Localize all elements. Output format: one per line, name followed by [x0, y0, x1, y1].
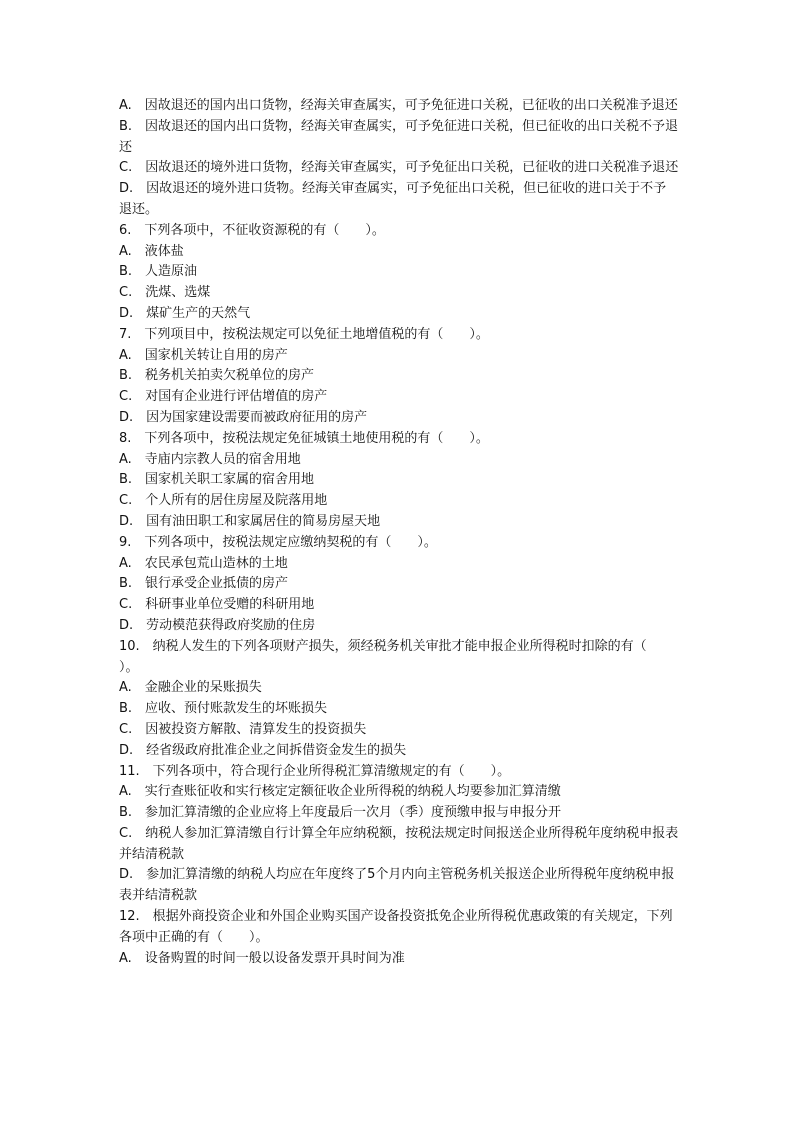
text-line: D. 煤矿生产的天然气	[119, 305, 251, 321]
text-line: A. 因故退还的国内出口货物，经海关审查属实，可予免征进口关税，已征收的出口关税准予退还	[119, 98, 678, 113]
text-line: 7. 下列项目中，按税法规定可以免征土地增值税的有（ ）。	[119, 326, 489, 342]
text-line: B. 国家机关职工家属的宿舍用地	[119, 472, 315, 488]
text-line: A. 农民承包荒山造林的土地	[119, 555, 288, 571]
text-line: B. 参加汇算清缴的企业应将上年度最后一次月（季）度预缴申报与申报分开	[119, 805, 562, 821]
text-line: A. 金融企业的呆账损失	[119, 680, 262, 696]
text-line: A. 寺庙内宗教人员的宿舍用地	[119, 451, 301, 467]
text-line: A. 国家机关转让自用的房产	[119, 347, 288, 363]
text-line: C. 纳税人参加汇算清缴自行计算全年应纳税额，按税法规定时间报送企业所得税年度纳税申报表并结清税款	[119, 825, 679, 862]
text-line: D. 劳动模范获得政府奖励的住房	[119, 617, 316, 633]
text-line: 6. 下列各项中，不征收资源税的有（ ）。	[119, 222, 385, 238]
text-line: 11. 下列各项中，符合现行企业所得税汇算清缴规定的有（ ）。	[119, 763, 511, 779]
text-line: C. 因被投资方解散、清算发生的投资损失	[119, 721, 367, 737]
text-line: B. 银行承受企业抵债的房产	[119, 576, 289, 592]
text-line: D. 因故退还的境外进口货物。经海关审查属实，可予免征出口关税，但已征收的进口关于不予退还。	[119, 181, 667, 217]
text-line: C. 对国有企业进行评估增值的房产	[119, 389, 328, 405]
text-line: B. 税务机关拍卖欠税单位的房产	[119, 368, 315, 384]
text-line: C. 因故退还的境外进口货物，经海关审查属实，可予免征出口关税，已征收的进口关税准予退还	[119, 160, 679, 176]
text-line: 9. 下列各项中，按税法规定应缴纳契税的有（ ）。	[119, 534, 437, 550]
text-line: D. 因为国家建设需要而被政府征用的房产	[119, 409, 368, 425]
text-line: 10. 纳税人发生的下列各项财产损失，须经税务机关审批才能申报企业所得税时扣除的有（ ）。	[119, 638, 673, 675]
text-line: A. 液体盐	[119, 243, 184, 259]
text-line: B. 应收、预付账款发生的坏账损失	[119, 701, 328, 717]
text-line: 8. 下列各项中，按税法规定免征城镇土地使用税的有（ ）。	[119, 430, 489, 446]
text-line: D. 经省级政府批准企业之间拆借资金发生的损失	[119, 742, 407, 758]
text-line: A. 实行查账征收和实行核定定额征收企业所得税的纳税人均要参加汇算清缴	[119, 784, 561, 800]
text-line: D. 国有油田职工和家属居住的简易房屋天地	[119, 513, 381, 529]
text-line: C. 洗煤、选煤	[119, 285, 211, 301]
text-line: D. 参加汇算清缴的纳税人均应在年度终了5个月内向主管税务机关报送企业所得税年度纳税申报表并结清税款	[119, 867, 675, 904]
text-line: C. 个人所有的居住房屋及院落用地	[119, 493, 328, 509]
text-line: 12. 根据外商投资企业和外国企业购买国产设备投资抵免企业所得税优惠政策的有关规定，下列各项中正确的有（ ）。	[119, 909, 673, 945]
text-line: A. 设备购置的时间一般以设备发票开具时间为准	[119, 950, 405, 966]
text-line: B. 因故退还的国内出口货物，经海关审查属实，可予免征进口关税，但已征收的出口关税不予退还	[119, 118, 679, 155]
text-line: C. 科研事业单位受赠的科研用地	[119, 597, 315, 613]
text-line: B. 人造原油	[119, 264, 198, 280]
document-body	[119, 96, 679, 969]
